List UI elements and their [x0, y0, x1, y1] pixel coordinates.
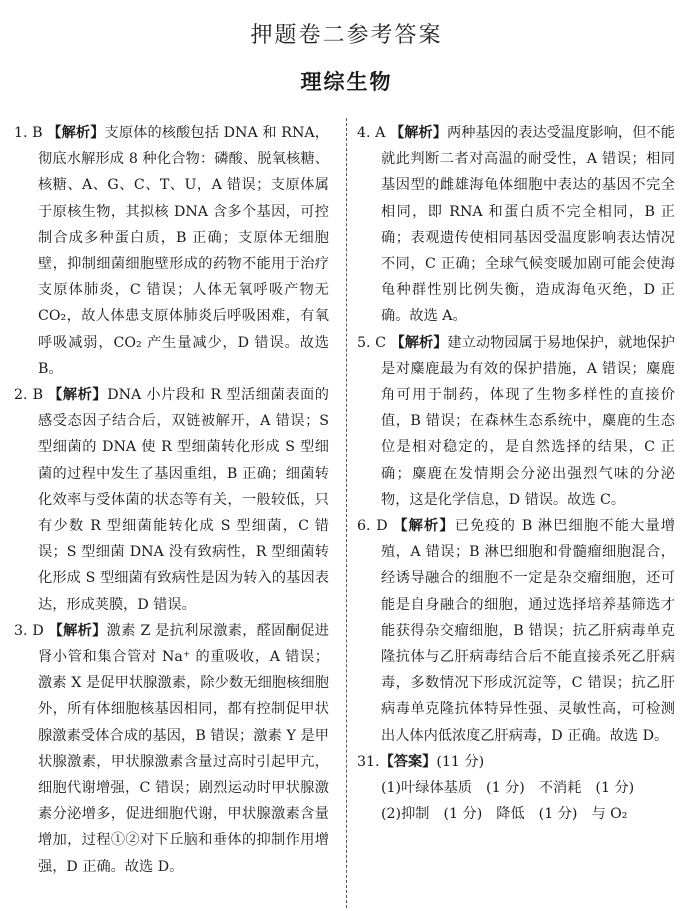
- answer-item-6: 6. D 【解析】已免疫的 B 淋巴细胞不能大量增殖，A 错误；B 淋巴细胞和骨髓瘤细胞混合，经诱导融合的细胞不一定是杂交瘤细胞，还可能是自身融合的细胞，通过选择培养基筛选才能获得杂交瘤细胞，B 错误；抗乙肝病毒单克隆抗体与乙肝病毒结合后不能直接杀死乙肝病毒，多数情况下形成沉淀等，C 错误；抗乙肝病毒单克隆抗体特异性强、灵敏性高，可检测出人体内低浓度乙肝病毒，D 正确。故选 D。: [357, 518, 675, 744]
- page-title: 押题卷二参考答案: [250, 23, 443, 48]
- q31-line-2: (2)抑制 (1 分) 降低 (1 分) 与 O₂: [381, 806, 628, 823]
- column-divider: [346, 118, 347, 908]
- answer-item-1: 1. B 【解析】支原体的核酸包括 DNA 和 RNA，彻底水解形成 8 种化合物：磷酸、脱氧核糖、核糖、A、G、C、T、U，A 错误；支原体属于原核生物，其拟核 DNA 含多个基因，可控制合成多种蛋白质，B 正确；支原体无细胞壁，抑制细菌细胞壁形成的药物不能用于治疗支原体肺炎，C 错误；人体无氧呼吸产物无 CO₂，故人体患支原体肺炎后呼吸困难，有氧呼吸减弱，CO₂ 产生量减少，D 错误。故选 B。: [14, 125, 329, 377]
- answer-item-4: 4. A 【解析】两种基因的表达受温度影响，但不能就此判断二者对高温的耐受性，A 错误；相同基因型的雌雄海龟体细胞中表达的基因不完全相同，即 RNA 和蛋白质不完全相同，B 正确；表观遗传使相同基因受温度影响表达情况不同，C 正确；全球气候变暖加剧可能会使海龟种群性别比例失衡，造成海龟灭绝，D 正确。故选 A。: [357, 125, 675, 325]
- answer-item-3: 3. D 【解析】激素 Z 是抗利尿激素，醛固酮促进肾小管和集合管对 Na⁺ 的重吸收，A 错误；激素 X 是促甲状腺激素，除少数无细胞核细胞外，所有体细胞核基因相同，都有控制促甲状腺激素受体合成的基因，B 错误；激素 Y 是甲状腺激素，甲状腺激素含量过高时引起甲亢，细胞代谢增强，C 错误；剧烈运动时甲状腺激素分泌增多，促进细胞代谢，甲状腺激素含量增加，过程①②对下丘脑和垂体的抑制作用增强，D 正确。故选 D。: [14, 622, 329, 875]
- left-column: [14, 120, 329, 880]
- subject-title: 理综生物: [300, 70, 393, 94]
- answer-item-2: 2. B 【解析】DNA 小片段和 R 型活细菌表面的感受态因子结合后，双链被解开，A 错误；S 型细菌的 DNA 使 R 型细菌转化形成 S 型细菌的过程中发生了基因重组，B 正确；细菌转化效率与受体菌的状态等有关，一般较低，只有少数 R 型细菌能转化成 S 型细菌，C 错误；S 型细菌 DNA 没有致病性，R 型细菌转化形成 S 型细菌有致病性是因为转入的基因表达，形成荚膜，D 错误。: [14, 387, 329, 613]
- q31-line-1: (1)叶绿体基质 (1 分) 不消耗 (1 分): [381, 780, 635, 797]
- right-column: [357, 120, 675, 827]
- answer-item-5: 5. C 【解析】建立动物园属于易地保护，就地保护是对麋鹿最为有效的保护措施，A 错误；麋鹿角可用于制药，体现了生物多样性的直接价值，B 错误；在森林生态系统中，麋鹿的生态位是相对稳定的，是自然选择的结果，C 正确；麋鹿在发情期会分泌出强烈气味的分泌物，这是化学信息，D 错误。故选 C。: [357, 334, 675, 508]
- answer-item-31: 31.【答案】(11 分): [357, 753, 485, 770]
